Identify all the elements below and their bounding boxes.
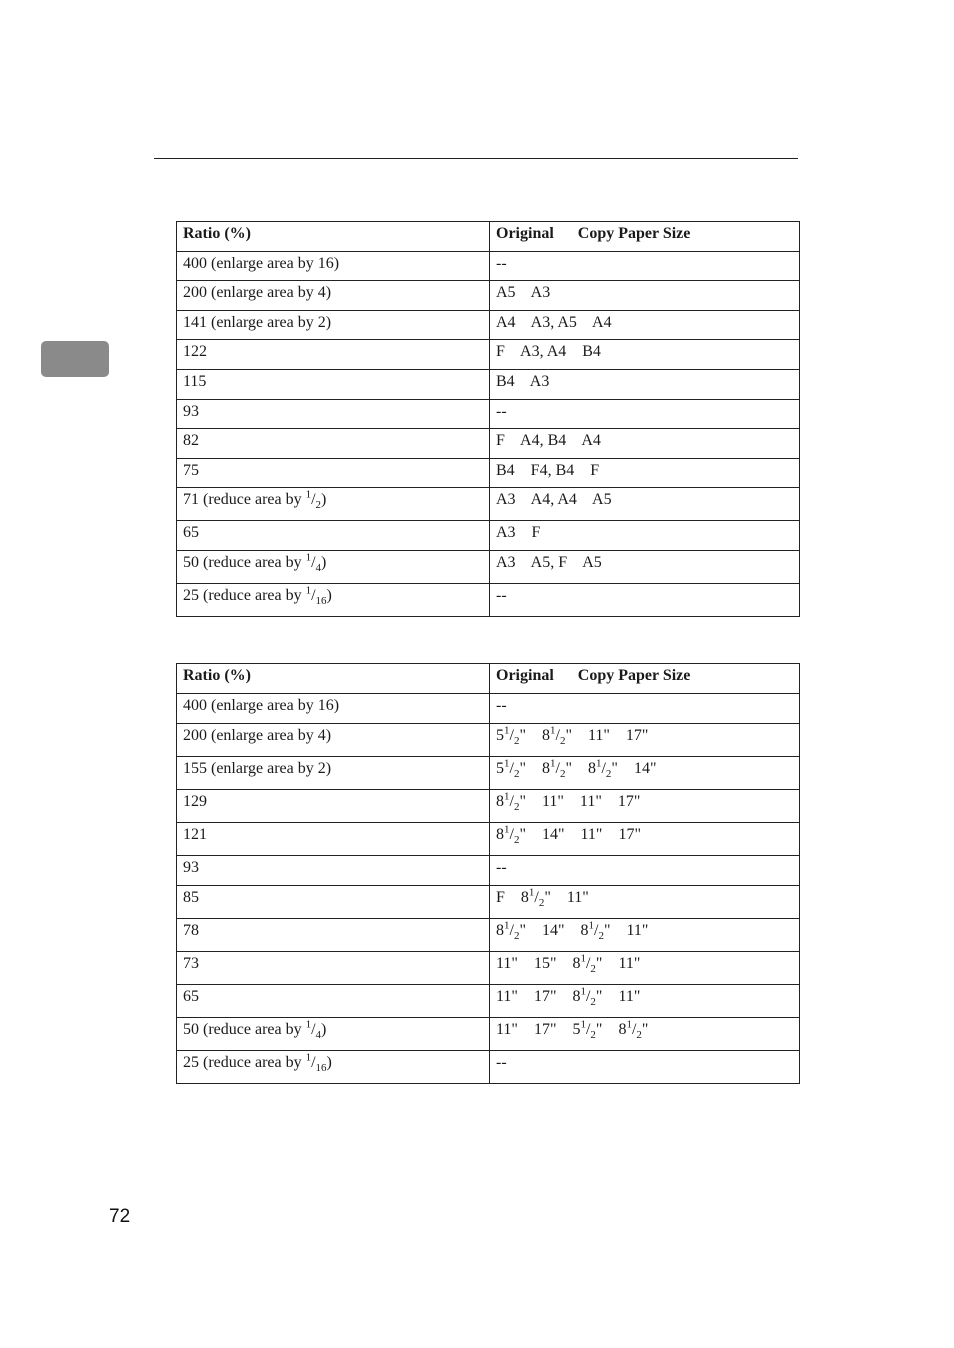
table-row	[177, 886, 800, 919]
ratio-cell: 65	[177, 521, 490, 551]
size-value: $8^1/_2$"	[496, 790, 526, 814]
fraction-numerator: 1	[580, 985, 586, 998]
ratio-cell: 115	[177, 369, 490, 399]
paper-size-cell: A4 A3, A5 A4	[490, 310, 800, 340]
table-row	[177, 823, 800, 856]
size-header	[490, 664, 800, 694]
ratio-cell: 200 (enlarge area by 4)	[177, 724, 490, 757]
paper-size-cell	[490, 952, 800, 985]
paper-size-cell	[490, 985, 800, 1018]
size-value: 11"	[580, 826, 603, 843]
size-value: 14"	[541, 826, 565, 843]
paper-size-cell	[490, 790, 800, 823]
ratio-cell: 155 (enlarge area by 2)	[177, 757, 490, 790]
fraction-numerator: 1	[580, 1018, 586, 1031]
size-value: --	[496, 697, 507, 714]
paper-size-cell	[490, 757, 800, 790]
fraction-numerator: 1	[588, 919, 595, 932]
size-value: $8^1/_2$"	[520, 886, 551, 910]
ratio-cell: 200 (enlarge area by 4)	[177, 281, 490, 311]
table-row	[177, 919, 800, 952]
paper-size-cell: A3 A4, A4 A5	[490, 488, 800, 521]
paper-size-cell: F A3, A4 B4	[490, 340, 800, 370]
ratio-cell: 141 (enlarge area by 2)	[177, 310, 490, 340]
table-row	[177, 985, 800, 1018]
ratio-cell: 400 (enlarge area by 16)	[177, 251, 490, 281]
size-value: $8^1/_2$"	[541, 757, 572, 781]
copy-paper-size-header: Copy Paper Size	[577, 225, 691, 242]
chapter-tab	[41, 341, 109, 377]
paper-size-cell: B4 A3	[490, 369, 800, 399]
page-number: 72	[109, 1206, 131, 1227]
fraction-denominator: 2	[559, 768, 566, 781]
size-value: 11"	[541, 793, 564, 810]
fraction-denominator: 2	[513, 834, 520, 847]
fraction-denominator: 2	[513, 768, 520, 781]
size-value: --	[496, 859, 507, 876]
size-value: 11"	[618, 955, 641, 972]
size-value: 11"	[626, 922, 649, 939]
size-value: $5^1/_2$"	[496, 757, 526, 781]
paper-size-cell	[490, 694, 800, 724]
fraction-denominator: 2	[513, 930, 520, 943]
size-value: $8^1/_2$"	[587, 757, 618, 781]
ratio-cell: 25 (reduce area by $^1/_{16}$)	[177, 583, 490, 616]
table-row	[177, 281, 800, 311]
size-value: $8^1/_2$"	[572, 985, 603, 1009]
ratio-cell: 78	[177, 919, 490, 952]
ratio-cell: 121	[177, 823, 490, 856]
ratio-cell: 82	[177, 429, 490, 459]
paper-size-cell	[490, 823, 800, 856]
paper-size-cell: --	[490, 399, 800, 429]
size-value: 17"	[618, 826, 641, 843]
paper-size-cell: A3 A5, F A5	[490, 550, 800, 583]
ratio-cell: 50 (reduce area by $^1/_4$)	[177, 550, 490, 583]
table-header-row	[177, 664, 800, 694]
fraction-denominator: 2	[513, 801, 520, 814]
fraction-numerator: 1	[549, 724, 556, 737]
table-row	[177, 583, 800, 616]
paper-size-cell: F A4, B4 A4	[490, 429, 800, 459]
fraction-denominator: 4	[315, 1029, 322, 1042]
ratio-header: Ratio (%)	[177, 664, 490, 694]
size-value: 11"	[496, 1021, 518, 1038]
paper-size-cell: A5 A3	[490, 281, 800, 311]
fraction-numerator: 1	[528, 886, 535, 899]
table-row	[177, 310, 800, 340]
ratio-cell: 122	[177, 340, 490, 370]
table-row	[177, 369, 800, 399]
size-value: $8^1/_2$"	[580, 919, 611, 943]
fraction-numerator: 1	[504, 724, 510, 737]
table-row	[177, 521, 800, 551]
fraction-denominator: 2	[636, 1029, 642, 1042]
size-value: $8^1/_2$"	[541, 724, 572, 748]
ratio-cell: 73	[177, 952, 490, 985]
size-value: 15"	[533, 955, 557, 972]
size-value: $5^1/_2$"	[572, 1018, 603, 1042]
fraction-numerator: 1	[504, 823, 510, 836]
size-value: 11"	[566, 889, 589, 906]
table-row	[177, 340, 800, 370]
metric-ratio-table	[176, 221, 800, 617]
table-row	[177, 399, 800, 429]
paper-size-cell	[490, 919, 800, 952]
copy-paper-size-header: Copy Paper Size	[577, 667, 691, 684]
size-value: 17"	[625, 727, 649, 744]
paper-size-cell	[490, 724, 800, 757]
fraction-denominator: 2	[598, 930, 604, 943]
fraction-denominator: 4	[315, 562, 322, 575]
size-value: $8^1/_2$"	[572, 952, 603, 976]
size-value: $8^1/_2$"	[496, 823, 526, 847]
table-row	[177, 1018, 800, 1051]
fraction-numerator: 1	[595, 757, 602, 770]
fraction-denominator: 2	[590, 1029, 596, 1042]
paper-size-cell	[490, 1051, 800, 1084]
paper-size-cell: --	[490, 583, 800, 616]
fraction-numerator: 1	[580, 952, 586, 965]
size-value: 14"	[633, 760, 657, 777]
table-row	[177, 550, 800, 583]
table-row	[177, 757, 800, 790]
ratio-cell: 71 (reduce area by $^1/_2$)	[177, 488, 490, 521]
size-value: 11"	[496, 988, 518, 1005]
table-row	[177, 1051, 800, 1084]
ratio-cell: 75	[177, 458, 490, 488]
fraction-denominator: 16	[315, 595, 327, 608]
fraction-denominator: 2	[538, 897, 545, 910]
table-row	[177, 429, 800, 459]
size-value: $8^1/_2$"	[618, 1018, 649, 1042]
table-row	[177, 694, 800, 724]
size-value: F	[496, 889, 505, 906]
fraction-denominator: 2	[315, 499, 322, 512]
ratio-cell: 25 (reduce area by $^1/_{16}$)	[177, 1051, 490, 1084]
paper-size-cell	[490, 886, 800, 919]
fraction-denominator: 2	[513, 735, 520, 748]
size-value: 11"	[587, 727, 610, 744]
size-value: 11"	[496, 955, 518, 972]
size-value: --	[496, 1054, 507, 1071]
paper-size-cell: B4 F4, B4 F	[490, 458, 800, 488]
fraction-numerator: 1	[504, 757, 510, 770]
header-rule	[154, 158, 798, 159]
fraction-numerator: 1	[504, 790, 510, 803]
table-row	[177, 790, 800, 823]
size-value: 11"	[579, 793, 602, 810]
fraction-numerator: 1	[305, 551, 312, 564]
size-value: 17"	[617, 793, 641, 810]
fraction-denominator: 2	[559, 735, 566, 748]
fraction-numerator: 1	[305, 584, 312, 597]
ratio-cell: 65	[177, 985, 490, 1018]
size-value: $5^1/_2$"	[496, 724, 526, 748]
fraction-numerator: 1	[626, 1018, 632, 1031]
ratio-cell: 93	[177, 856, 490, 886]
size-value: 14"	[541, 922, 565, 939]
table-row	[177, 251, 800, 281]
ratio-cell: 129	[177, 790, 490, 823]
size-header	[490, 222, 800, 252]
fraction-denominator: 2	[590, 996, 596, 1009]
original-header: Original	[496, 225, 554, 242]
table-row	[177, 856, 800, 886]
ratio-cell: 400 (enlarge area by 16)	[177, 694, 490, 724]
table-header-row	[177, 222, 800, 252]
table-row	[177, 724, 800, 757]
paper-size-cell: A3 F	[490, 521, 800, 551]
size-value: $8^1/_2$"	[496, 919, 526, 943]
inch-ratio-table	[176, 663, 800, 1084]
paper-size-cell	[490, 1018, 800, 1051]
ratio-cell: 93	[177, 399, 490, 429]
table-row	[177, 458, 800, 488]
fraction-numerator: 1	[549, 757, 556, 770]
paper-size-cell	[490, 856, 800, 886]
fraction-numerator: 1	[305, 1018, 312, 1031]
fraction-numerator: 1	[504, 919, 510, 932]
fraction-denominator: 2	[605, 768, 612, 781]
size-value: 11"	[618, 988, 641, 1005]
table-row	[177, 488, 800, 521]
fraction-denominator: 2	[590, 963, 596, 976]
fraction-denominator: 16	[315, 1062, 327, 1075]
paper-size-cell: --	[490, 251, 800, 281]
ratio-header: Ratio (%)	[177, 222, 490, 252]
size-value: 17"	[533, 1021, 557, 1038]
table-row	[177, 952, 800, 985]
original-header: Original	[496, 667, 554, 684]
size-value: 17"	[533, 988, 557, 1005]
fraction-numerator: 1	[305, 1051, 312, 1064]
fraction-numerator: 1	[305, 489, 312, 502]
ratio-cell: 50 (reduce area by $^1/_4$)	[177, 1018, 490, 1051]
ratio-cell: 85	[177, 886, 490, 919]
